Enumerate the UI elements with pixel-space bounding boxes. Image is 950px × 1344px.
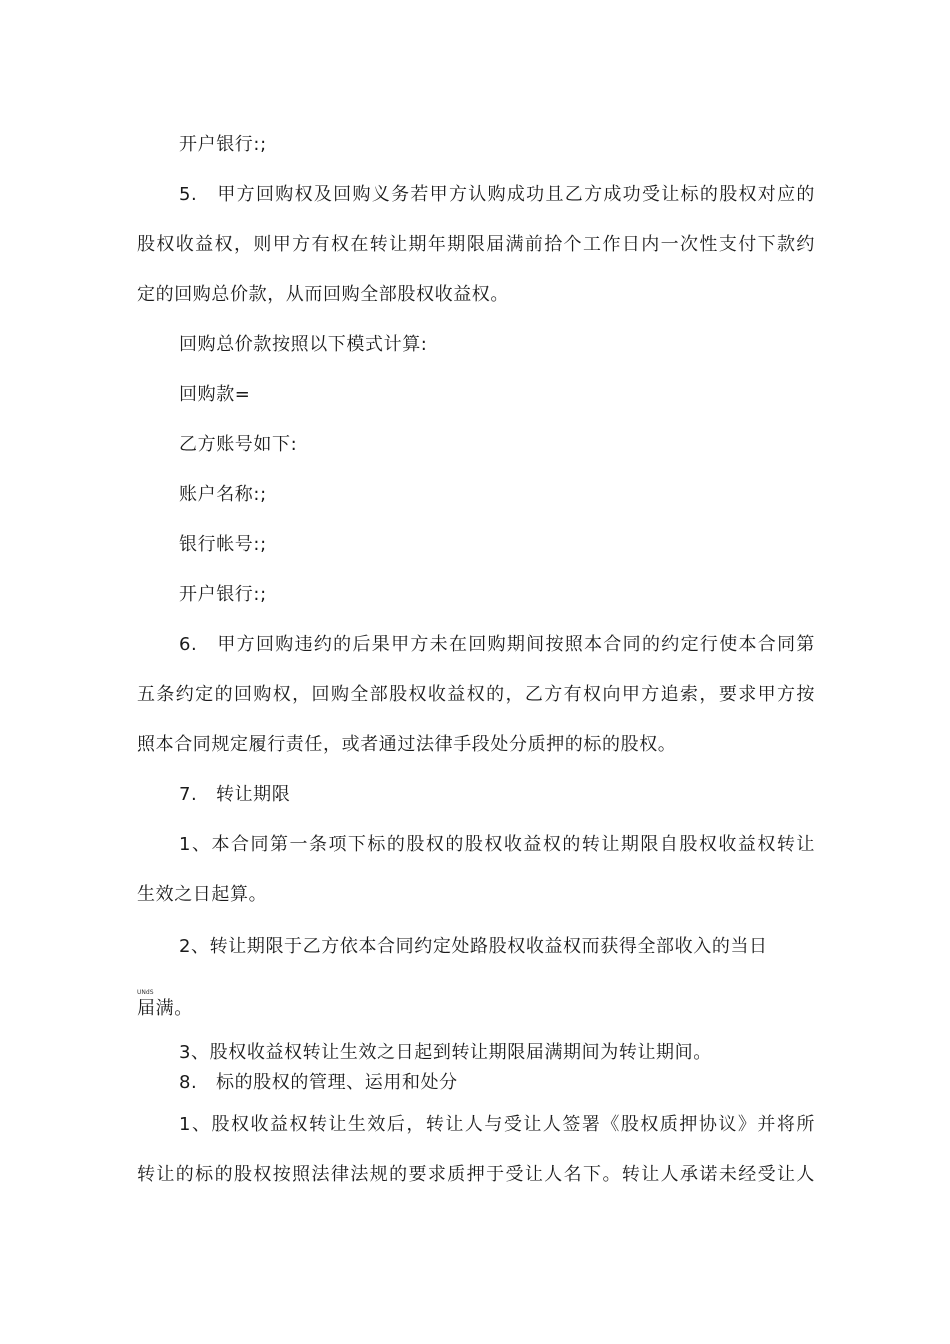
text-line-clause-7-item-2: 2、转让期限于乙方依本合同约定处路股权收益权而获得全部收入的当日 [179, 936, 768, 957]
text-line-clause-6-body-1: 五条约定的回购权，回购全部股权收益权的，乙方有权向甲方追索，要求甲方按 [137, 684, 815, 705]
text-line-clause-8-item-1-cont: 转让的标的股权按照法律法规的要求质押于受让人名下。转让人承诺未经受让人 [137, 1164, 815, 1185]
text-line-clause-5-heading: 5. 甲方回购权及回购义务若甲方认购成功且乙方成功受让标的股权对应的 [179, 184, 815, 205]
text-line-clause-5-body-2: 定的回购总价款，从而回购全部股权收益权。 [137, 284, 509, 305]
text-line-party-b-account: 乙方账号如下: [179, 434, 298, 455]
text-line-clause-7-item-3: 3、股权收益权转让生效之日起到转让期限届满期间为转让期间。 [179, 1042, 712, 1063]
text-line-opening-bank-1: 开户银行:; [179, 134, 267, 155]
text-line-buyback-amount: 回购款= [179, 384, 251, 405]
text-line-clause-5-body-1: 股权收益权，则甲方有权在转让期年期限届满前拾个工作日内一次性支付下款约 [137, 234, 815, 255]
text-line-clause-7-heading: 7. 转让期限 [179, 784, 291, 805]
text-line-opening-bank-2: 开户银行:; [179, 584, 267, 605]
small-mark: UNdS [137, 989, 154, 996]
text-line-clause-7-item-1: 1、本合同第一条项下标的股权的股权收益权的转让期限自股权收益权转让 [179, 834, 815, 855]
text-line-clause-7-item-1-cont: 生效之日起算。 [137, 884, 268, 905]
text-line-clause-8-item-1: 1、股权收益权转让生效后，转让人与受让人签署《股权质押协议》并将所 [179, 1114, 815, 1135]
text-line-clause-6-body-2: 照本合同规定履行责任，或者通过法律手段处分质押的标的股权。 [137, 734, 677, 755]
text-line-clause-7-item-2-cont: 届满。 [137, 998, 193, 1019]
text-line-clause-8-heading: 8. 标的股权的管理、运用和处分 [179, 1072, 458, 1093]
text-line-clause-6-heading: 6. 甲方回购违约的后果甲方未在回购期间按照本合同的约定行使本合同第 [179, 634, 815, 655]
text-line-bank-account-number: 银行帐号:; [179, 534, 267, 555]
text-line-buyback-formula-intro: 回购总价款按照以下模式计算: [179, 334, 428, 355]
text-line-account-name: 账户名称:; [179, 484, 267, 505]
